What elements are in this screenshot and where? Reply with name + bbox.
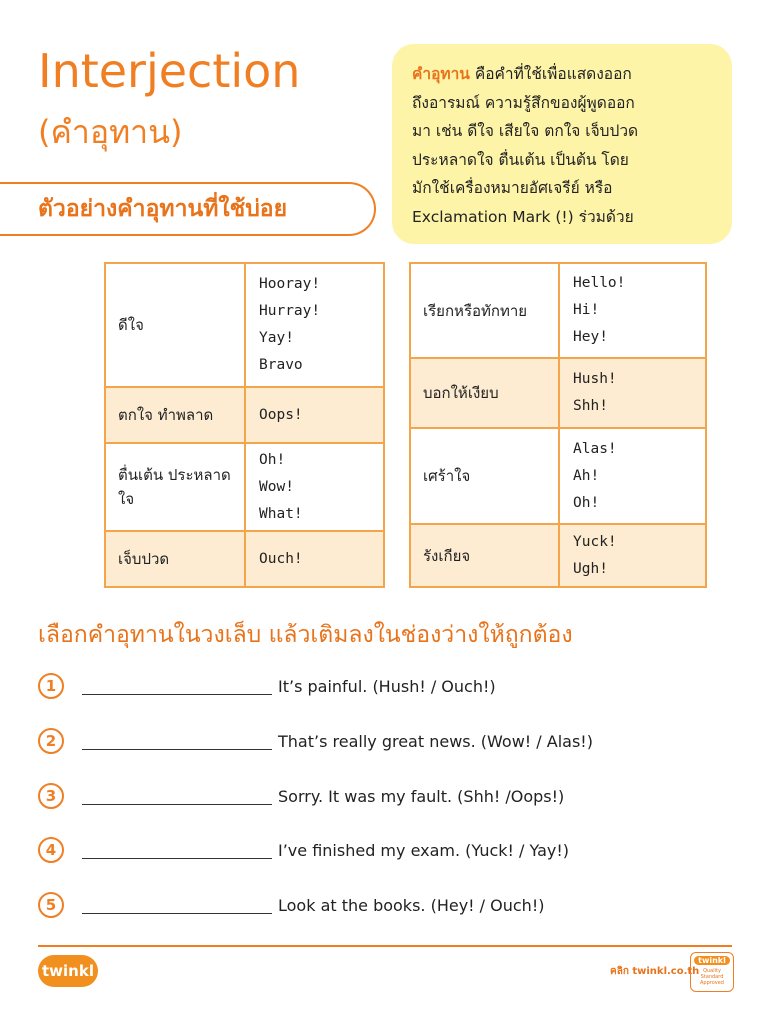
answer-blank[interactable] bbox=[82, 896, 272, 914]
badge-subtitle: Quality Standard Approved bbox=[700, 968, 724, 986]
question-number: 5 bbox=[38, 892, 64, 918]
interjection-word: Hello! bbox=[573, 275, 626, 291]
definition-line-1 bbox=[412, 60, 718, 89]
question-number: 2 bbox=[38, 728, 64, 754]
answer-blank[interactable] bbox=[82, 841, 272, 859]
table-cell-thai: ดีใจ bbox=[105, 263, 245, 387]
table-cell-english bbox=[245, 263, 384, 387]
table-cell-english bbox=[245, 443, 384, 531]
table-row bbox=[410, 428, 706, 524]
exercise-heading: เลือกคำอุทานในวงเล็บ แล้วเติมลงในช่องว่างให้ถูกต้อง bbox=[38, 622, 573, 648]
table-cell-english bbox=[245, 531, 384, 587]
question-number: 4 bbox=[38, 837, 64, 863]
answer-blank[interactable] bbox=[82, 677, 272, 695]
quality-badge-icon bbox=[690, 952, 734, 992]
exercise-item bbox=[38, 835, 569, 865]
definition-line-6: Exclamation Mark (!) ร่วมด้วย bbox=[412, 207, 634, 226]
table-row bbox=[410, 524, 706, 587]
interjection-word: Oh! bbox=[259, 451, 286, 468]
table-cell-english bbox=[559, 524, 706, 587]
interjection-word: Oh! bbox=[573, 494, 600, 511]
interjection-word: Ugh! bbox=[573, 560, 608, 577]
page-title: Interjection bbox=[38, 44, 301, 98]
page-subtitle: (คำอุทาน) bbox=[38, 113, 183, 151]
interjection-word: Alas! bbox=[573, 440, 617, 457]
question-number: 3 bbox=[38, 783, 64, 809]
answer-blank[interactable] bbox=[82, 787, 272, 805]
table-cell-thai: บอกให้เงียบ bbox=[410, 358, 559, 428]
question-text: Look at the books. (Hey! / Ouch!) bbox=[278, 895, 545, 915]
table-row bbox=[105, 443, 384, 531]
site-link[interactable]: คลิก twinkl.co.th bbox=[610, 966, 700, 977]
definition-line-3: มา เช่น ดีใจ เสียใจ ตกใจ เจ็บปวด bbox=[412, 122, 639, 140]
question-text: That’s really great news. (Wow! / Alas!) bbox=[278, 731, 593, 751]
table-cell-thai: รังเกียจ bbox=[410, 524, 559, 587]
interjection-word: Shh! bbox=[573, 398, 608, 414]
question-text: Sorry. It was my fault. (Shh! /Oops!) bbox=[278, 786, 565, 806]
definition-keyword: คำอุทาน bbox=[412, 65, 470, 83]
interjection-word: Bravo bbox=[259, 357, 303, 373]
table-cell-thai: เรียกหรือทักทาย bbox=[410, 263, 559, 358]
interjection-word: Hush! bbox=[573, 371, 617, 387]
exercise-item bbox=[38, 890, 544, 920]
question-number: 1 bbox=[38, 673, 64, 699]
table-row bbox=[105, 387, 384, 443]
exercise-item bbox=[38, 781, 564, 811]
badge-title: twinkl bbox=[694, 956, 730, 965]
table-cell-thai: ตกใจ ทำพลาด bbox=[105, 387, 245, 443]
table-cell-thai: ตื่นเต้น ประหลาดใจ bbox=[105, 443, 245, 531]
twinkl-logo: twinkl bbox=[38, 955, 98, 987]
interjection-word: Oops! bbox=[259, 406, 303, 423]
exercise-item bbox=[38, 671, 496, 701]
table-row bbox=[410, 263, 706, 358]
table-row bbox=[105, 531, 384, 587]
table-cell-english bbox=[559, 263, 706, 358]
table-cell-thai: เศร้าใจ bbox=[410, 428, 559, 524]
question-text: It’s painful. (Hush! / Ouch!) bbox=[278, 676, 496, 696]
interjection-word: Hi! bbox=[573, 302, 600, 318]
interjection-table-right bbox=[409, 262, 707, 588]
question-text: I’ve finished my exam. (Yuck! / Yay!) bbox=[278, 840, 570, 860]
table-cell-english bbox=[559, 428, 706, 524]
definition-line-5: มักใช้เครื่องหมายอัศเจรีย์ หรือ bbox=[412, 179, 613, 197]
examples-label: ตัวอย่างคำอุทานที่ใช้บ่อย bbox=[38, 196, 288, 222]
definition-box bbox=[392, 44, 732, 244]
interjection-word: Hurray! bbox=[259, 303, 321, 319]
interjection-word: Yay! bbox=[259, 330, 294, 346]
interjection-word: What! bbox=[259, 505, 303, 522]
footer-divider bbox=[38, 945, 732, 947]
table-cell-english bbox=[245, 387, 384, 443]
answer-blank[interactable] bbox=[82, 732, 272, 750]
interjection-word: Yuck! bbox=[573, 533, 617, 550]
interjection-word: Wow! bbox=[259, 478, 294, 495]
interjection-word: Hey! bbox=[573, 329, 608, 345]
examples-label-pill bbox=[0, 182, 376, 236]
table-row bbox=[410, 358, 706, 428]
interjection-word: Hooray! bbox=[259, 276, 321, 292]
definition-line-1-text: คือคำที่ใช้เพื่อแสดงออก bbox=[469, 65, 632, 83]
table-cell-english bbox=[559, 358, 706, 428]
table-cell-thai: เจ็บปวด bbox=[105, 531, 245, 587]
table-row bbox=[105, 263, 384, 387]
interjection-word: Ah! bbox=[573, 467, 600, 484]
interjection-word: Ouch! bbox=[259, 550, 303, 567]
definition-line-4: ประหลาดใจ ตื่นเต้น เป็นต้น โดย bbox=[412, 150, 629, 169]
definition-line-2: ถึงอารมณ์ ความรู้สึกของผู้พูดออก bbox=[412, 93, 635, 112]
interjection-table-left bbox=[104, 262, 385, 588]
exercise-item bbox=[38, 726, 593, 756]
